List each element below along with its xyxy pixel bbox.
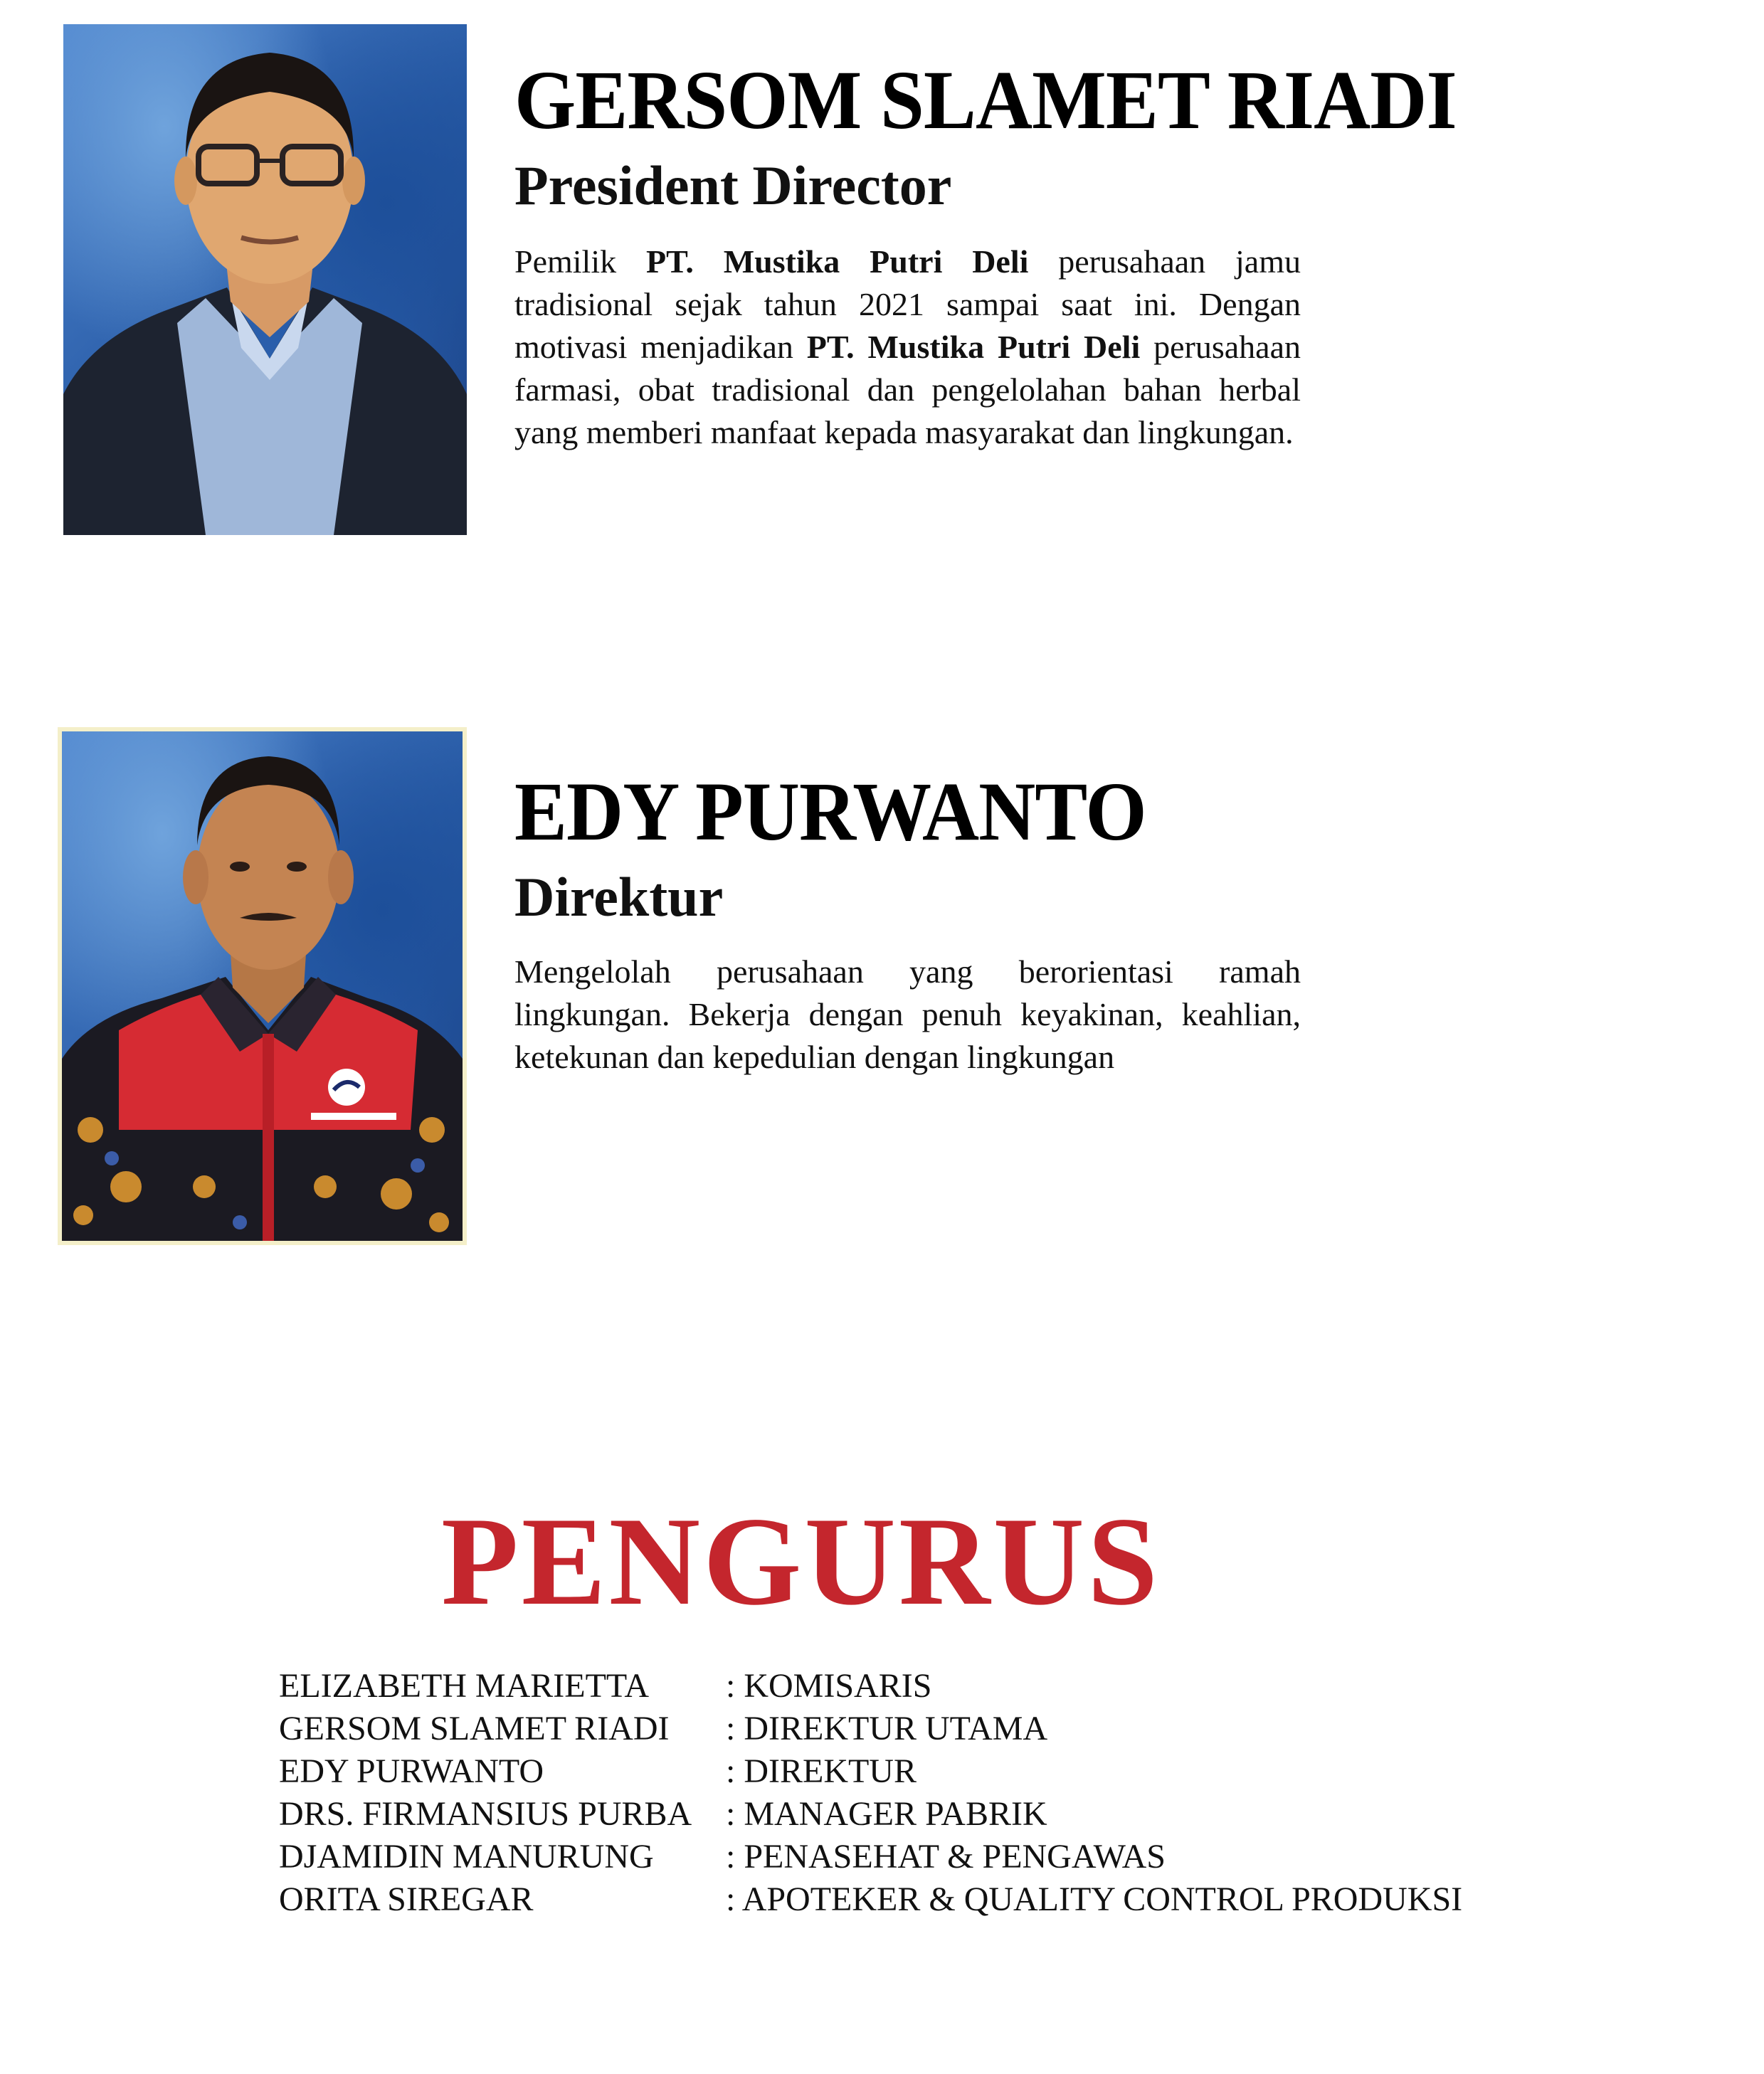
member-name: ELIZABETH MARIETTA [279, 1667, 650, 1705]
company-name-bold: PT. Mustika Putri Deli [806, 329, 1141, 365]
member-position: : PENASEHAT & PENGAWAS [726, 1838, 1166, 1875]
portrait-photo-president-director [63, 24, 467, 535]
member-name: DRS. FIRMANSIUS PURBA [279, 1795, 692, 1833]
member-position: : APOTEKER & QUALITY CONTROL PRODUKSI [726, 1880, 1463, 1918]
profile-bio [514, 951, 1301, 1079]
bio-text: perusahaan jamu tradisional sejak tahun 2021 sampai saat ini. Dengan motivasi menjadikan [514, 243, 1301, 365]
member-position: : DIREKTUR [726, 1752, 917, 1790]
member-name: ORITA SIREGAR [279, 1880, 534, 1918]
table-row [279, 1665, 1462, 1708]
company-name-bold: PT. Mustika Putri Deli [645, 243, 1029, 280]
profile-role: Direktur [514, 866, 724, 928]
member-name: GERSOM SLAMET RIADI [279, 1710, 670, 1747]
profile-name: EDY PURWANTO [514, 765, 1146, 858]
profile-bio [514, 240, 1301, 454]
portrait-photo-direktur [58, 727, 467, 1245]
member-position: : DIREKTUR UTAMA [726, 1710, 1048, 1747]
pengurus-heading: PENGURUS [441, 1491, 1161, 1631]
profile-name: GERSOM SLAMET RIADI [514, 53, 1457, 147]
member-name: EDY PURWANTO [279, 1752, 544, 1790]
table-row [279, 1708, 1462, 1750]
bio-text: perusahaan farmasi, obat tradisional dan pengelolahan bahan herbal yang memberi manfaat kepada masyarakat dan lingkungan. [514, 329, 1301, 450]
member-name: DJAMIDIN MANURUNG [279, 1838, 654, 1875]
member-position: : MANAGER PABRIK [726, 1795, 1047, 1833]
profile-role: President Director [514, 154, 952, 216]
table-row [279, 1750, 1462, 1793]
table-row [279, 1878, 1462, 1921]
board-members-table [279, 1665, 1462, 1921]
member-position: : KOMISARIS [726, 1667, 932, 1705]
table-row [279, 1836, 1462, 1878]
bio-text: Pemilik [514, 243, 646, 280]
bio-text: Mengelolah perusahaan yang berorientasi ramah lingkungan. Bekerja dengan penuh keyakinan, keahlian, ketekunan dan kepedulian dengan lingkungan [514, 953, 1301, 1075]
table-row [279, 1793, 1462, 1836]
